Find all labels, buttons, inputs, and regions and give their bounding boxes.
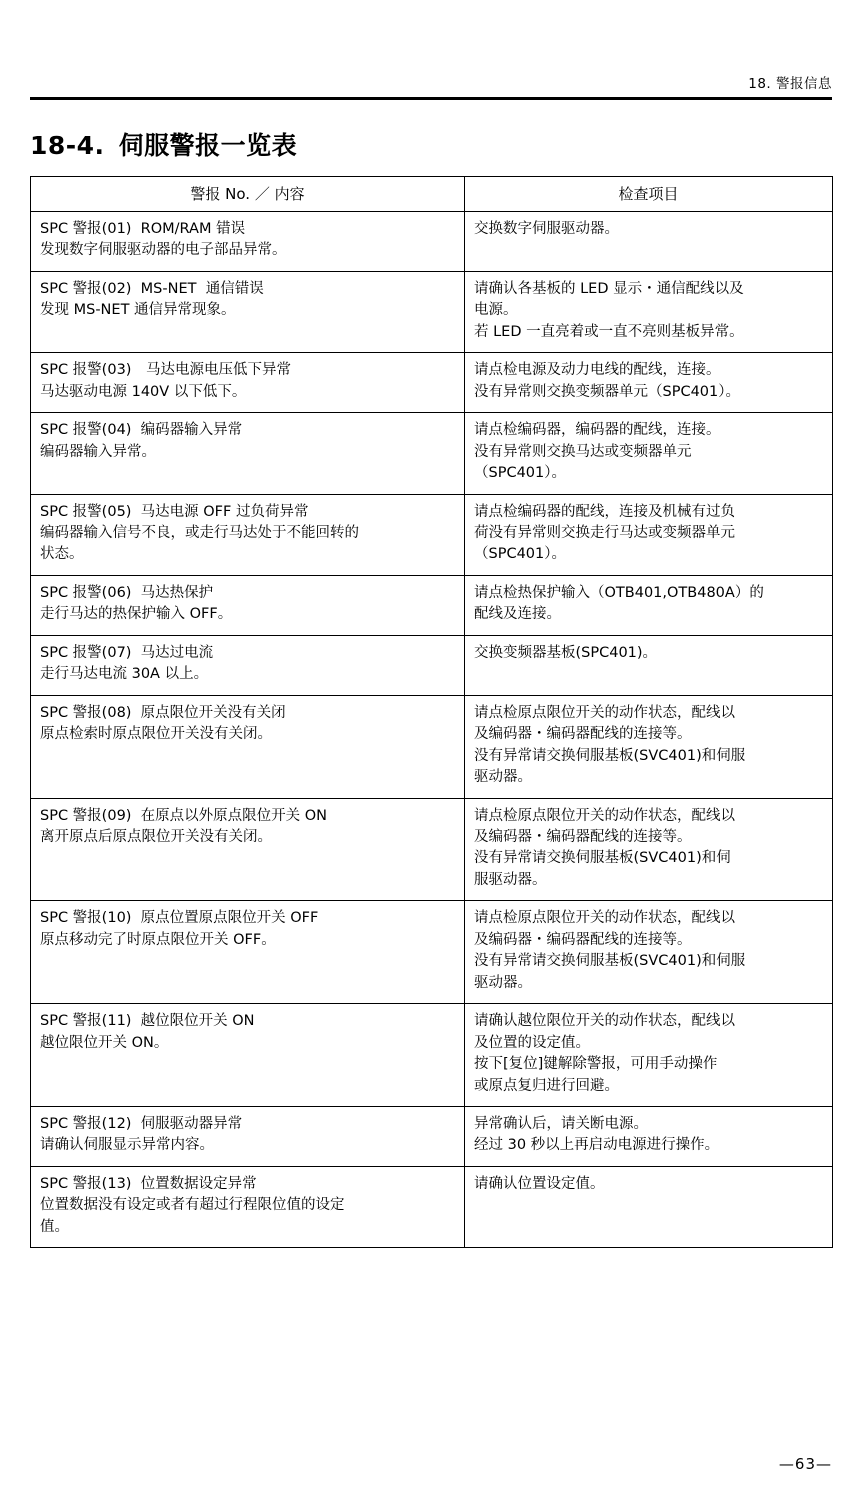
text-line: SPC 报警(05) 马达电源 OFF 过负荷异常 [40,503,309,520]
alarm-description-cell [31,212,465,272]
text-line: 编码器输入异常。 [40,443,156,460]
check-item-cell [465,575,833,635]
text-line: 电源。 [474,302,518,319]
alarm-description-cell [31,271,465,352]
check-item-cell [465,798,833,901]
text-line: 荷没有异常则交换走行马达或变频器单元 [474,524,735,541]
text-line: SPC 报警(06) 马达热保护 [40,584,214,601]
text-line: 及位置的设定值。 [474,1034,590,1051]
text-line: 原点检索时原点限位开关没有关闭。 [40,726,272,743]
alarm-description-cell [31,635,465,695]
text-line: 请确认伺服显示异常内容。 [40,1137,214,1154]
text-line: 请确认各基板的 LED 显示・通信配线以及 [474,280,744,297]
section-heading-text: 伺服警报一览表 [118,131,298,160]
servo-alarm-table [30,176,833,1248]
check-item-cell [465,635,833,695]
text-line: 没有异常则交换马达或变频器单元 [474,443,692,460]
text-line: SPC 报警(07) 马达过电流 [40,644,214,661]
table-row [31,635,833,695]
check-item-cell [465,413,833,494]
text-line: SPC 警报(11) 越位限位开关 ON [40,1013,255,1030]
page-title [30,126,297,162]
check-item-cell [465,1004,833,1107]
alarm-description-cell [31,353,465,413]
column-header-alarm-no: 警报 No. ／ 内容 [31,177,465,212]
text-line: 发现数字伺服驱动器的电子部品异常。 [40,242,287,259]
table-row [31,695,833,798]
text-line: 请点检热保护输入（OTB401,OTB480A）的 [474,584,764,601]
table-row [31,413,833,494]
text-line: SPC 警报(10) 原点位置原点限位开关 OFF [40,910,319,927]
alarm-description-cell [31,1166,465,1247]
text-line: 请确认越位限位开关的动作状态，配线以 [474,1013,735,1030]
running-head: 18. 警报信息 [748,76,832,92]
alarm-description-cell [31,1004,465,1107]
text-line: 请点检编码器，编码器的配线，连接。 [474,422,721,439]
text-line: 或原点复归进行回避。 [474,1077,619,1094]
text-line: 请点检原点限位开关的动作状态，配线以 [474,910,735,927]
text-line: 驱动器。 [474,769,532,786]
text-line: 交换变频器基板(SPC401)。 [474,644,658,661]
text-line: SPC 警报(02) MS-NET 通信错误 [40,280,264,297]
column-header-check-item: 检查项目 [465,177,833,212]
text-line: 离开原点后原点限位开关没有关闭。 [40,828,272,845]
check-item-cell [465,901,833,1004]
table-header-row [31,177,833,212]
text-line: 没有异常请交换伺服基板(SVC401)和伺服 [474,747,746,764]
table-row [31,1166,833,1247]
section-number: 18-4. [30,131,105,160]
page-number: —63— [778,1455,832,1473]
table-row [31,1004,833,1107]
alarm-description-cell [31,798,465,901]
check-item-cell [465,1106,833,1166]
text-line: （SPC401）。 [474,465,566,482]
text-line: 请确认位置设定值。 [474,1175,605,1192]
table-row [31,575,833,635]
text-line: SPC 警报(12) 伺服驱动器异常 [40,1115,243,1132]
text-line: 异常确认后，请关断电源。 [474,1115,648,1132]
header-divider [30,97,832,100]
check-item-cell [465,494,833,575]
table-row [31,901,833,1004]
text-line: SPC 报警(03) 马达电源电压低下异常 [40,362,291,379]
table-row [31,494,833,575]
table-row [31,353,833,413]
text-line: 没有异常请交换伺服基板(SVC401)和伺服 [474,953,746,970]
text-line: 原点移动完了时原点限位开关 OFF。 [40,931,276,948]
check-item-cell [465,695,833,798]
text-line: SPC 警报(13) 位置数据设定异常 [40,1175,257,1192]
text-line: 若 LED 一直亮着或一直不亮则基板异常。 [474,323,744,340]
text-line: 服驱动器。 [474,871,547,888]
text-line: 请点检原点限位开关的动作状态，配线以 [474,807,735,824]
alarm-description-cell [31,901,465,1004]
text-line: 驱动器。 [474,974,532,991]
alarm-description-cell [31,575,465,635]
text-line: 没有异常则交换变频器单元（SPC401）。 [474,383,740,400]
text-line: 及编码器・编码器配线的连接等。 [474,828,692,845]
text-line: （SPC401）。 [474,546,566,563]
text-line: 值。 [40,1218,69,1235]
text-line: 请点检电源及动力电线的配线，连接。 [474,362,721,379]
text-line: 走行马达的热保护输入 OFF。 [40,606,233,623]
check-item-cell [465,353,833,413]
text-line: 马达驱动电源 140V 以下低下。 [40,383,247,400]
alarm-description-cell [31,1106,465,1166]
table-row [31,271,833,352]
table-row [31,798,833,901]
text-line: 走行马达电流 30A 以上。 [40,666,209,683]
check-item-cell [465,271,833,352]
alarm-description-cell [31,413,465,494]
text-line: 编码器输入信号不良，或走行马达处于不能回转的 [40,524,359,541]
alarm-description-cell [31,494,465,575]
text-line: 越位限位开关 ON。 [40,1034,169,1051]
alarm-description-cell [31,695,465,798]
text-line: 及编码器・编码器配线的连接等。 [474,931,692,948]
text-line: 按下[复位]键解除警报，可用手动操作 [474,1056,718,1073]
text-line: SPC 警报(09) 在原点以外原点限位开关 ON [40,807,328,824]
text-line: 请点检编码器的配线，连接及机械有过负 [474,503,735,520]
text-line: 状态。 [40,546,84,563]
text-line: 请点检原点限位开关的动作状态，配线以 [474,704,735,721]
check-item-cell [465,212,833,272]
table-row [31,212,833,272]
text-line: 交换数字伺服驱动器。 [474,221,619,237]
text-line: SPC 警报(08) 原点限位开关没有关闭 [40,704,286,721]
text-line: 经过 30 秒以上再启动电源进行操作。 [474,1137,720,1154]
text-line: SPC 警报(01) ROM/RAM 错误 [40,221,246,237]
check-item-cell [465,1166,833,1247]
table-row [31,1106,833,1166]
text-line: 发现 MS-NET 通信异常现象。 [40,302,236,319]
text-line: 没有异常请交换伺服基板(SVC401)和伺 [474,850,731,867]
text-line: 配线及连接。 [474,606,561,623]
text-line: 及编码器・编码器配线的连接等。 [474,726,692,743]
text-line: SPC 报警(04) 编码器输入异常 [40,422,243,439]
text-line: 位置数据没有设定或者有超过行程限位值的设定 [40,1197,345,1214]
